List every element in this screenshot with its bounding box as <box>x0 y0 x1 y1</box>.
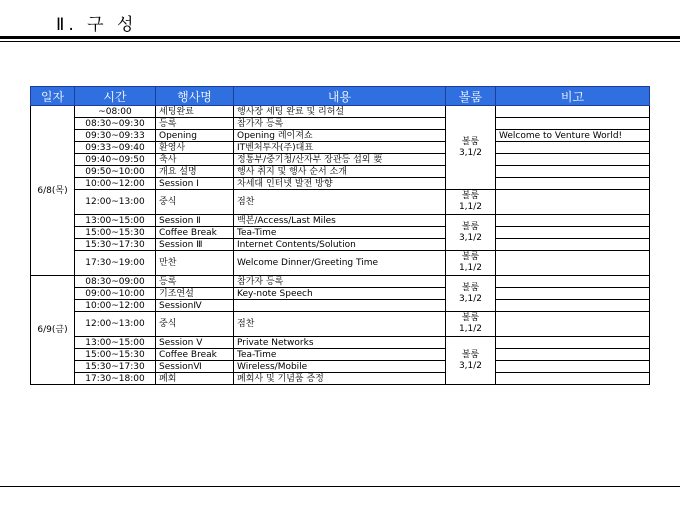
content-cell: Key-note Speech <box>234 288 446 300</box>
content-cell: 차세대 인터넷 발전 방향 <box>234 178 446 190</box>
table-row <box>31 166 650 178</box>
content-cell <box>234 300 446 312</box>
note-cell <box>496 251 650 276</box>
table-row <box>31 215 650 227</box>
time-cell: 12:00~13:00 <box>75 312 156 337</box>
schedule-table <box>30 86 650 385</box>
content-cell: 행사장 세팅 완료 및 리허설 <box>234 106 446 118</box>
top-rule-thin <box>0 41 680 42</box>
table-row <box>31 349 650 361</box>
note-cell <box>496 312 650 337</box>
content-cell: Internet Contents/Solution <box>234 239 446 251</box>
header-note: 비고 <box>496 87 650 106</box>
content-cell: 폐회사 및 기념품 증정 <box>234 373 446 385</box>
table-row <box>31 276 650 288</box>
event-cell: Session Ⅰ <box>156 178 234 190</box>
ballroom-number: 1,1/2 <box>458 263 483 273</box>
event-cell: SessionⅥ <box>156 361 234 373</box>
table-row <box>31 373 650 385</box>
table-row <box>31 178 650 190</box>
table-row <box>31 130 650 142</box>
header-time: 시간 <box>75 87 156 106</box>
ballroom-cell <box>446 312 496 337</box>
ballroom-cell <box>446 106 496 190</box>
event-cell: 중식 <box>156 312 234 337</box>
ballroom-label: 볼룸 <box>461 349 480 360</box>
note-cell: Welcome to Venture World! <box>496 130 650 142</box>
note-cell <box>496 118 650 130</box>
ballroom-number: 3,1/2 <box>458 293 483 304</box>
time-cell: 08:30~09:00 <box>75 276 156 288</box>
content-cell: Tea-Time <box>234 227 446 239</box>
ballroom-number: 3,1/2 <box>458 147 483 158</box>
note-cell <box>496 239 650 251</box>
event-cell: Session Ⅴ <box>156 337 234 349</box>
ballroom-label: 볼룸 <box>461 221 480 232</box>
event-cell: 기조연설 <box>156 288 234 300</box>
event-cell: Opening <box>156 130 234 142</box>
ballroom-label: 볼룸 <box>461 191 480 201</box>
note-cell <box>496 166 650 178</box>
note-cell <box>496 215 650 227</box>
event-cell: 폐회 <box>156 373 234 385</box>
ballroom-number: 1,1/2 <box>458 324 483 334</box>
table-row <box>31 312 650 337</box>
note-cell <box>496 276 650 288</box>
ballroom-label: 볼룸 <box>461 252 480 262</box>
time-cell: 12:00~13:00 <box>75 190 156 215</box>
event-cell: 환영사 <box>156 142 234 154</box>
event-cell: 중식 <box>156 190 234 215</box>
event-cell: 등록 <box>156 276 234 288</box>
event-cell: 개요 설명 <box>156 166 234 178</box>
content-cell: Tea-Time <box>234 349 446 361</box>
table-row <box>31 154 650 166</box>
time-cell: 09:40~09:50 <box>75 154 156 166</box>
content-cell: 참가자 등록 <box>234 276 446 288</box>
date-cell: 6/9(금) <box>31 276 75 385</box>
ballroom-cell <box>446 276 496 312</box>
content-cell: 행사 취지 및 행사 순서 소개 <box>234 166 446 178</box>
table-row <box>31 361 650 373</box>
event-cell: Coffee Break <box>156 227 234 239</box>
note-cell <box>496 227 650 239</box>
event-cell: SessionⅣ <box>156 300 234 312</box>
header-content: 내용 <box>234 87 446 106</box>
time-cell: 17:30~18:00 <box>75 373 156 385</box>
time-cell: 15:00~15:30 <box>75 349 156 361</box>
header-event: 행사명 <box>156 87 234 106</box>
table-row <box>31 190 650 215</box>
time-cell: 10:00~12:00 <box>75 178 156 190</box>
time-cell: 15:30~17:30 <box>75 361 156 373</box>
content-cell: Private Networks <box>234 337 446 349</box>
table-header-row <box>31 87 650 106</box>
event-cell: 등록 <box>156 118 234 130</box>
note-cell <box>496 106 650 118</box>
table-row <box>31 251 650 276</box>
table-row <box>31 227 650 239</box>
date-cell: 6/8(목) <box>31 106 75 276</box>
content-cell: IT벤처투자(주)대표 <box>234 142 446 154</box>
note-cell <box>496 190 650 215</box>
section-title: Ⅱ. 구 성 <box>56 15 138 35</box>
note-cell <box>496 337 650 349</box>
note-cell <box>496 349 650 361</box>
content-cell: 점찬 <box>234 312 446 337</box>
note-cell <box>496 373 650 385</box>
content-cell: Wireless/Mobile <box>234 361 446 373</box>
time-cell: 09:00~10:00 <box>75 288 156 300</box>
header-date: 일자 <box>31 87 75 106</box>
time-cell: 09:30~09:33 <box>75 130 156 142</box>
time-cell: 15:00~15:30 <box>75 227 156 239</box>
ballroom-number: 3,1/2 <box>458 360 483 371</box>
content-cell: 참가자 등록 <box>234 118 446 130</box>
time-cell: 13:00~15:00 <box>75 337 156 349</box>
ballroom-cell <box>446 215 496 251</box>
table-row <box>31 337 650 349</box>
table-row <box>31 118 650 130</box>
note-cell <box>496 361 650 373</box>
bottom-rule <box>0 486 680 487</box>
content-cell: 정통부/중기청/산자부 장관등 섭외 要 <box>234 154 446 166</box>
ballroom-cell <box>446 337 496 385</box>
content-cell: 점찬 <box>234 190 446 215</box>
note-cell <box>496 300 650 312</box>
ballroom-cell <box>446 251 496 276</box>
event-cell: Session Ⅲ <box>156 239 234 251</box>
note-cell <box>496 178 650 190</box>
time-cell: 15:30~17:30 <box>75 239 156 251</box>
event-cell: Coffee Break <box>156 349 234 361</box>
top-rule <box>0 36 680 39</box>
table-row <box>31 300 650 312</box>
table-row <box>31 239 650 251</box>
event-cell: 세팅완료 <box>156 106 234 118</box>
time-cell: 13:00~15:00 <box>75 215 156 227</box>
ballroom-cell <box>446 190 496 215</box>
table-row <box>31 288 650 300</box>
note-cell <box>496 154 650 166</box>
ballroom-number: 1,1/2 <box>458 202 483 212</box>
event-cell: Session Ⅱ <box>156 215 234 227</box>
event-cell: 축사 <box>156 154 234 166</box>
note-cell <box>496 288 650 300</box>
ballroom-label: 볼룸 <box>461 136 480 147</box>
event-cell: 만찬 <box>156 251 234 276</box>
table-row <box>31 106 650 118</box>
table-row <box>31 142 650 154</box>
time-cell: 09:50~10:00 <box>75 166 156 178</box>
header-ballroom: 볼룸 <box>446 87 496 106</box>
time-cell: 17:30~19:00 <box>75 251 156 276</box>
content-cell: Welcome Dinner/Greeting Time <box>234 251 446 276</box>
ballroom-number: 3,1/2 <box>458 232 483 243</box>
time-cell: ~08:00 <box>75 106 156 118</box>
time-cell: 10:00~12:00 <box>75 300 156 312</box>
ballroom-label: 볼룸 <box>461 313 480 323</box>
content-cell: 백본/Access/Last Miles <box>234 215 446 227</box>
note-cell <box>496 142 650 154</box>
time-cell: 09:33~09:40 <box>75 142 156 154</box>
content-cell: Opening 레이져쇼 <box>234 130 446 142</box>
ballroom-label: 볼룸 <box>461 282 480 293</box>
time-cell: 08:30~09:30 <box>75 118 156 130</box>
